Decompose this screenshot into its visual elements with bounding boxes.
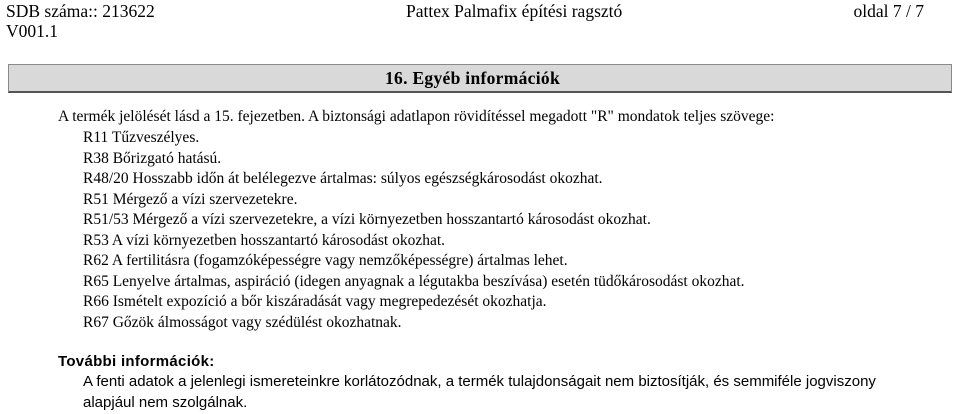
section-heading-bar <box>8 64 952 93</box>
r-phrase-list <box>83 128 745 333</box>
r-phrase-item: R65 Lenyelve ártalmas, aspiráció (idegen anyagnak a légutakba beszívása) esetén tüdőkárosodást okozhat. <box>83 272 745 290</box>
version-number: V001.1 <box>6 21 59 41</box>
further-info-title: További információk: <box>58 353 215 370</box>
product-title: Pattex Palmafix építési ragsztó <box>406 1 623 21</box>
r-phrase-item: R62 A fertilitásra (fogamzóképességre vagy nemzőképességre) ártalmas lehet. <box>83 252 568 269</box>
r-phrase-item: R51/53 Mérgező a vízi szervezetekre, a vízi környezetben hosszantartó károsodást okozhat. <box>83 211 651 228</box>
r-phrase-item: R67 Gőzök álmosságot vagy szédülést okozhatnak. <box>83 313 402 331</box>
page-number: oldal 7 / 7 <box>853 1 924 21</box>
further-info-text: A fenti adatok a jelenlegi ismereteinkre korlátozódnak, a termék tulajdonságait nem biztosítják, és semmiféle jogviszony alapjául nem szolgálnak. <box>83 373 876 411</box>
section-intro: A termék jelölését lásd a 15. fejezetben. A biztonsági adatlapon rövidítéssel megadott "R" mondatok teljes szövege: <box>58 108 775 125</box>
sdb-number: SDB száma:: 213622 <box>6 1 155 21</box>
r-phrase-item: R48/20 Hosszabb időn át belélegezve ártalmas: súlyos egészségkárosodást okozhat. <box>83 170 603 187</box>
section-title: 16. Egyéb információk <box>385 68 560 88</box>
r-phrase-item: R11 Tűzveszélyes. <box>83 129 200 146</box>
r-phrase-item: R53 A vízi környezetben hosszantartó károsodást okozhat. <box>83 231 446 249</box>
r-phrase-item: R51 Mérgező a vízi szervezetekre. <box>83 190 298 208</box>
r-phrase-item: R66 Ismételt expozíció a bőr kiszáradását vagy megrepedezését okozhatja. <box>83 293 547 310</box>
r-phrase-item: R38 Bőrizgató hatású. <box>83 149 222 167</box>
